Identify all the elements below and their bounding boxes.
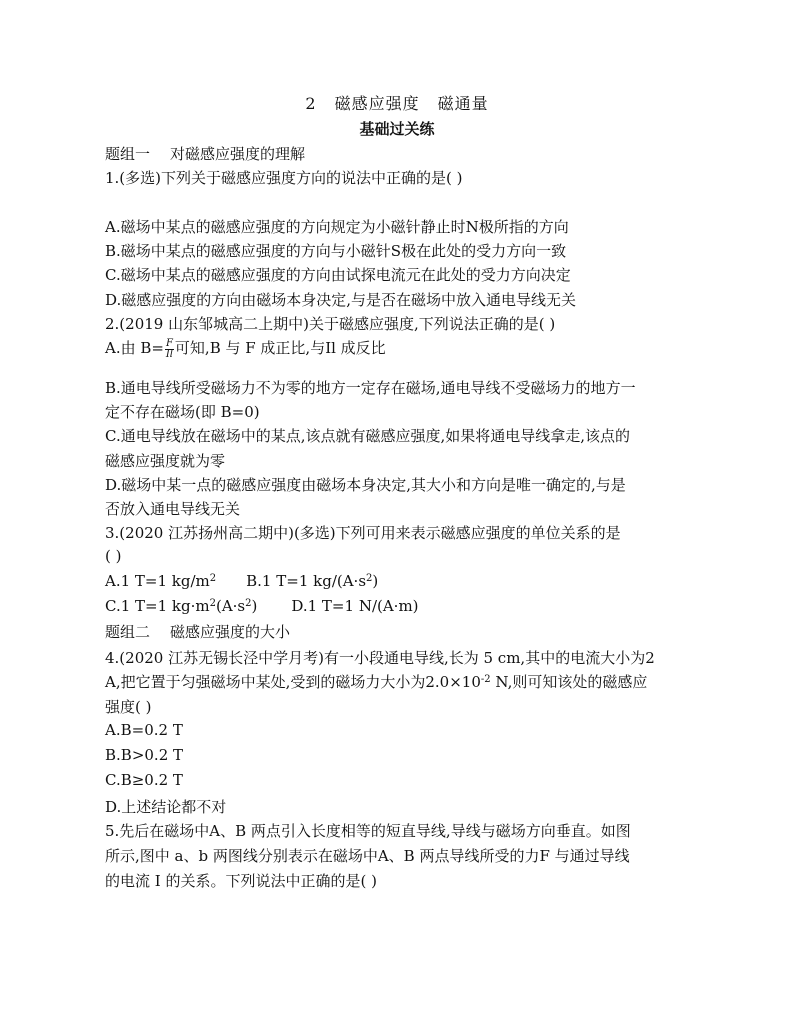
question-1-option-c: C.磁场中某点的磁感应强度的方向由试探电流元在此处的受力方向决定 (105, 266, 571, 284)
question-4-stem-line1: 4.(2020 江苏无锡长泾中学月考)有一小段通电导线,长为 5 cm,其中的电流大小为2 (105, 649, 655, 667)
group-heading-1-label: 题组一 (105, 145, 151, 163)
fraction-numerator: F (165, 337, 173, 349)
question-4-stem-line2 (105, 671, 647, 692)
question-2-option-a (105, 337, 386, 360)
question-4-option-a: A.B=0.2 T (105, 721, 183, 739)
q3-c-exponent: 2 (209, 598, 216, 609)
question-1-option-b: B.磁场中某点的磁感应强度的方向与小磁针S极在此处的受力方向一致 (105, 242, 567, 260)
question-2-option-c-line2: 磁感应强度就为零 (105, 452, 226, 470)
question-1-option-a: A.磁场中某点的磁感应强度的方向规定为小磁针静止时N极所指的方向 (105, 218, 569, 236)
question-2-option-b-line2: 定不存在磁场(即 B=0) (105, 403, 260, 421)
q3-b-exponent: 2 (366, 573, 373, 584)
q3-c-exponent-2: 2 (245, 598, 252, 609)
question-5-stem-line1: 5.先后在磁场中A、B 两点引入长度相等的短直导线,导线与磁场方向垂直。如图 (105, 822, 631, 840)
q4-exponent: -2 (480, 674, 491, 685)
question-5-stem-line3: 的电流 I 的关系。下列说法中正确的是( ) (105, 872, 377, 890)
q2-a-prefix: A.由 B= (105, 339, 164, 357)
fraction-f-over-il (165, 339, 174, 360)
page-subtitle: 基础过关练 (359, 120, 435, 138)
question-4-stem-line3: 强度( ) (105, 698, 152, 716)
q3-c-close: ) (251, 597, 258, 615)
group-heading-1-text: 对磁感应强度的理解 (170, 145, 306, 163)
question-2-option-d-line2: 否放入通电导线无关 (105, 500, 241, 518)
question-2-stem: 2.(2019 山东邹城高二上期中)关于磁感应强度,下列说法正确的是( ) (105, 315, 556, 333)
group-heading-2-text: 磁感应强度的大小 (170, 623, 291, 641)
question-3-options-row1 (105, 572, 378, 590)
q3-b-close: ) (372, 572, 379, 590)
question-3-stem: 3.(2020 江苏扬州高二期中)(多选)下列可用来表示磁感应强度的单位关系的是 (105, 524, 621, 542)
question-3-option-b (246, 572, 378, 590)
group-heading-2 (105, 621, 290, 642)
q3-a-text: A.1 T=1 kg/m (105, 572, 210, 590)
q4-line2-suffix: N,则可知该处的磁感应 (490, 673, 648, 691)
page-title (0, 91, 794, 114)
question-2-option-b-line1: B.通电导线所受磁场力不为零的地方一定存在磁场,通电导线不受磁场力的地方一 (105, 379, 636, 397)
title-number: 2 (305, 94, 317, 113)
question-2-option-d-line1: D.磁场中某一点的磁感应强度由磁场本身决定,其大小和方向是唯一确定的,与是 (105, 476, 626, 494)
q3-b-text: B.1 T=1 kg/(A·s (246, 572, 367, 590)
question-4-option-c: C.B≥0.2 T (105, 771, 183, 789)
group-heading-2-label: 题组二 (105, 623, 151, 641)
title-part-a: 磁感应强度 (334, 94, 420, 113)
q3-c-text: C.1 T=1 kg·m (105, 597, 210, 615)
question-4-option-b: B.B>0.2 T (105, 746, 184, 764)
question-4-option-d: D.上述结论都不对 (105, 798, 227, 816)
question-5-stem-line2: 所示,图中 a、b 两图线分别表示在磁场中A、B 两点导线所受的力F 与通过导线 (105, 847, 630, 865)
question-3-answer-paren: ( ) (105, 547, 122, 565)
q3-c-mid: (A·s (215, 597, 246, 615)
q4-line2-text: A,把它置于匀强磁场中某处,受到的磁场力大小为2.0×10 (105, 673, 481, 691)
group-heading-1 (105, 143, 305, 164)
question-1-stem: 1.(多选)下列关于磁感应强度方向的说法中正确的是( ) (105, 169, 463, 187)
question-3-option-a (105, 572, 216, 590)
q3-a-exponent: 2 (209, 573, 217, 584)
fraction-denominator: Il (165, 348, 174, 360)
question-3-options-row2 (105, 597, 419, 615)
question-2-option-c-line1: C.通电导线放在磁场中的某点,该点就有磁感应强度,如果将通电导线拿走,该点的 (105, 427, 631, 445)
question-3-option-d: D.1 T=1 N/(A·m) (291, 597, 419, 615)
question-1-option-d: D.磁感应强度的方向由磁场本身决定,与是否在磁场中放入通电导线无关 (105, 291, 577, 309)
q2-a-suffix: 可知,B 与 F 成正比,与Il 成反比 (174, 339, 386, 357)
question-3-option-c (105, 597, 257, 615)
title-part-b: 磁通量 (437, 94, 489, 113)
